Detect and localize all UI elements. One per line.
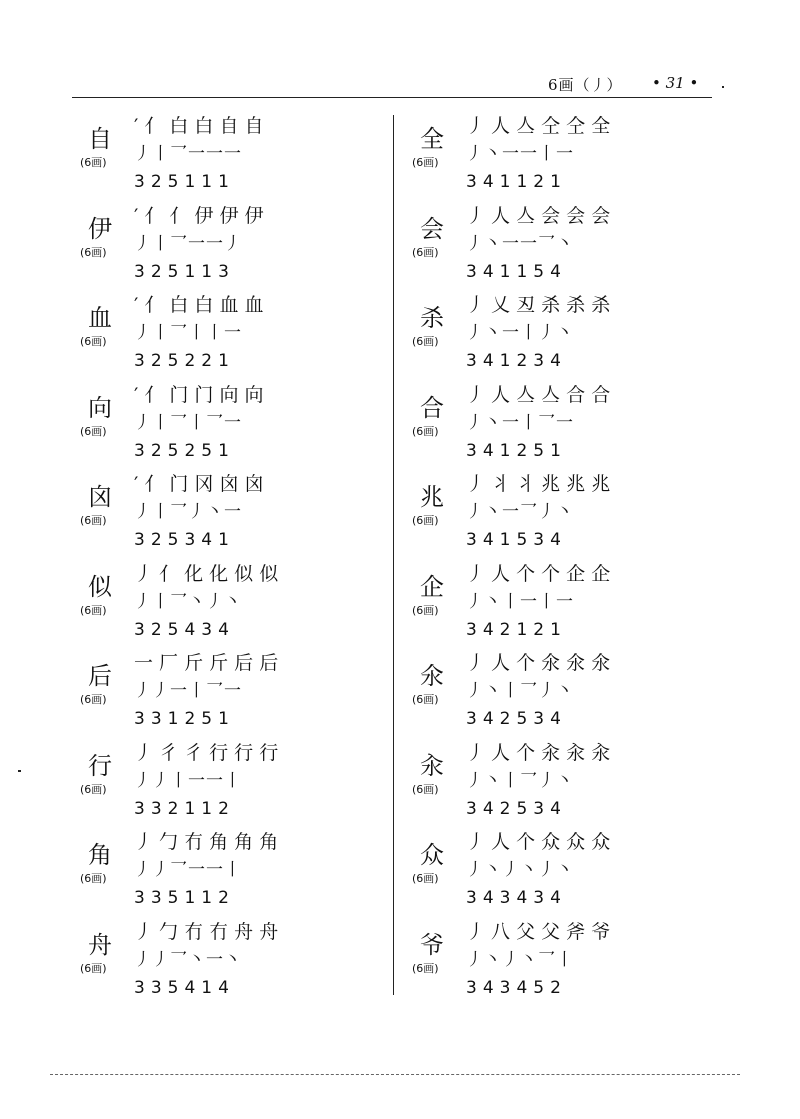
stroke-shapes: 丿丨乛丿丶一 xyxy=(134,502,242,522)
stroke-shapes: 丿丶丿丶乛丨 xyxy=(466,949,574,970)
stroke-progression: 丿 人 亼 会 会 会 xyxy=(466,204,611,227)
stroke-count-label: (6画) xyxy=(412,245,439,259)
headword-character: 兆 xyxy=(420,483,444,511)
stroke-order-block xyxy=(466,112,610,196)
character-entry xyxy=(80,381,400,471)
character-entry xyxy=(80,470,400,560)
headword-character: 角 xyxy=(88,841,112,869)
headword-character: 行 xyxy=(88,751,112,780)
headword-character: 舟 xyxy=(88,930,112,959)
character-entry xyxy=(412,291,732,381)
headword-character: 全 xyxy=(420,125,444,153)
scan-speck xyxy=(18,770,21,772)
headword-character: 向 xyxy=(88,393,112,422)
stroke-order-block xyxy=(466,739,610,823)
stroke-codes: 343434 xyxy=(466,888,567,908)
character-entry xyxy=(80,739,400,829)
stroke-progression: 丿 八 父 父 斧 爷 xyxy=(466,920,611,943)
stroke-shapes: 丿丶一丨丿丶 xyxy=(466,323,574,343)
stroke-order-block xyxy=(134,739,278,823)
headword-character: 自 xyxy=(88,125,112,153)
stroke-codes: 342534 xyxy=(466,709,567,729)
header-rule xyxy=(72,97,712,98)
character-entry xyxy=(412,560,732,650)
footer-rule xyxy=(50,1074,740,1075)
stroke-order-block xyxy=(466,470,610,554)
headword-character: 杀 xyxy=(420,304,444,332)
stroke-codes: 332112 xyxy=(134,798,235,819)
stroke-shapes: 丿丶丨乛丿丶 xyxy=(466,770,574,791)
character-entry xyxy=(80,202,400,292)
character-entry xyxy=(412,918,732,1008)
stroke-count-label: (6画) xyxy=(412,424,439,438)
character-entry xyxy=(80,112,400,202)
stroke-shapes: 丿丨乛一一丿 xyxy=(134,233,242,254)
stroke-count-label: (6画) xyxy=(80,335,107,348)
stroke-shapes: 丿丨乛丶丿丶 xyxy=(134,591,242,612)
stroke-shapes: 丿丶一一乛丶 xyxy=(466,233,574,254)
stroke-shapes: 丿丿乛一一丨 xyxy=(134,860,242,880)
stroke-progression: 一 厂 斤 斤 后 后 xyxy=(134,652,279,674)
stroke-order-block xyxy=(134,291,264,375)
character-entry xyxy=(412,381,732,471)
stroke-progression: 丿 勹 冇 冇 舟 舟 xyxy=(134,920,279,943)
stroke-count-label: (6画) xyxy=(412,335,439,348)
headword-character: 伊 xyxy=(88,214,112,243)
headword-character: 汆 xyxy=(420,751,444,780)
stroke-shapes: 丿丶丨一丨一 xyxy=(466,591,574,612)
stroke-progression: 丿 人 个 汆 汆 汆 xyxy=(466,741,611,764)
stroke-shapes: 丿丶一乛丿丶 xyxy=(466,502,574,522)
stroke-codes: 342121 xyxy=(466,619,567,640)
stroke-shapes: 丿丶一一丨一 xyxy=(466,144,574,164)
right-column xyxy=(412,112,732,1007)
stroke-shapes: 丿丿乛丶一丶 xyxy=(134,949,242,970)
stroke-codes: 335414 xyxy=(134,977,235,998)
stroke-codes: 343452 xyxy=(466,977,567,998)
stroke-progression: 丿 人 个 个 企 企 xyxy=(466,562,611,585)
stroke-progression: 丿 亻 化 化 似 似 xyxy=(134,562,279,585)
page-header xyxy=(72,70,712,98)
stroke-count-label: (6画) xyxy=(80,245,107,259)
stroke-shapes: 丿丿丨一一丨 xyxy=(134,770,242,791)
headword-character: 会 xyxy=(420,214,444,243)
stroke-shapes: 丿丨乛一一一 xyxy=(134,144,242,164)
character-entry xyxy=(80,918,400,1008)
stroke-count-label: (6画) xyxy=(80,693,107,706)
stroke-shapes: 丿丶丿丶丿丶 xyxy=(466,860,574,880)
stroke-count-label: (6画) xyxy=(412,603,439,617)
stroke-progression: 丿 勹 冇 角 角 角 xyxy=(134,831,279,853)
headword-character: 氽 xyxy=(420,662,444,690)
stroke-order-block xyxy=(134,649,278,733)
headword-character: 囟 xyxy=(88,483,112,511)
stroke-order-block xyxy=(134,112,264,196)
stroke-progression: ′ 亻 门 冈 囟 囟 xyxy=(134,473,264,495)
stroke-order-block xyxy=(466,381,610,465)
character-entry xyxy=(412,739,732,829)
stroke-count-label: (6画) xyxy=(412,872,439,885)
character-entry xyxy=(412,112,732,202)
stroke-order-block xyxy=(466,649,610,733)
stroke-codes: 325434 xyxy=(134,619,235,640)
stroke-count-label: (6画) xyxy=(80,156,107,169)
stroke-progression: 丿 人 亼 仝 仝 全 xyxy=(466,115,611,137)
stroke-codes: 341534 xyxy=(466,530,567,550)
stroke-codes: 341121 xyxy=(466,172,567,192)
stroke-order-block xyxy=(134,828,278,912)
stroke-progression: ′ 亻 门 门 向 向 xyxy=(134,383,264,406)
stroke-shapes: 丿丶丨乛丿丶 xyxy=(466,681,574,701)
section-title: 6画（丿） xyxy=(548,76,623,94)
stroke-count-label: (6画) xyxy=(80,424,107,438)
headword-character: 众 xyxy=(420,841,444,869)
stroke-shapes: 丿丿一丨乛一 xyxy=(134,681,242,701)
stroke-codes: 341251 xyxy=(466,440,567,461)
character-entry xyxy=(412,202,732,292)
stroke-progression: 丿 人 亼 亼 合 合 xyxy=(466,383,611,406)
character-entry xyxy=(80,828,400,918)
stroke-shapes: 丿丨乛丨乛一 xyxy=(134,412,242,433)
character-entry xyxy=(412,649,732,739)
stroke-order-block xyxy=(466,828,610,912)
character-entry xyxy=(412,828,732,918)
stroke-codes: 341234 xyxy=(466,351,567,371)
stroke-codes: 325113 xyxy=(134,261,235,282)
stroke-progression: 丿 乂 丒 杀 杀 杀 xyxy=(466,294,611,316)
headword-character: 似 xyxy=(88,572,112,601)
stroke-order-block xyxy=(134,470,264,554)
stroke-codes: 331251 xyxy=(134,709,235,729)
stroke-count-label: (6画) xyxy=(412,693,439,706)
stroke-count-label: (6画) xyxy=(412,961,439,975)
character-entry xyxy=(412,470,732,560)
stroke-codes: 325251 xyxy=(134,440,235,461)
stroke-order-block xyxy=(466,202,610,286)
stroke-progression: ′ 亻 亻 伊 伊 伊 xyxy=(134,204,264,227)
stroke-order-block xyxy=(134,560,278,644)
stroke-progression: 丿 人 个 氽 氽 氽 xyxy=(466,652,611,674)
character-entry xyxy=(80,291,400,381)
stroke-codes: 325221 xyxy=(134,351,235,371)
stroke-count-label: (6画) xyxy=(412,782,439,796)
page-number: • 31 • xyxy=(652,74,699,92)
scan-speck xyxy=(722,86,724,88)
stroke-progression: ′ 亻 白 白 自 自 xyxy=(134,115,264,137)
stroke-order-block xyxy=(466,291,610,375)
stroke-order-block xyxy=(134,918,278,1002)
stroke-progression: 丿 人 个 众 众 众 xyxy=(466,831,611,853)
stroke-shapes: 丿丶一丨乛一 xyxy=(466,412,574,433)
stroke-count-label: (6画) xyxy=(412,514,439,527)
headword-character: 血 xyxy=(88,304,112,332)
stroke-count-label: (6画) xyxy=(80,603,107,617)
stroke-progression: 丿 丬 丬 兆 兆 兆 xyxy=(466,473,611,495)
stroke-codes: 335112 xyxy=(134,888,235,908)
character-entry xyxy=(80,560,400,650)
left-column xyxy=(80,112,400,1007)
stroke-order-block xyxy=(134,202,264,286)
headword-character: 企 xyxy=(420,572,444,601)
stroke-codes: 325341 xyxy=(134,530,235,550)
headword-character: 爷 xyxy=(420,930,444,959)
stroke-count-label: (6画) xyxy=(80,782,107,796)
stroke-count-label: (6画) xyxy=(80,872,107,885)
character-entry xyxy=(80,649,400,739)
stroke-codes: 341154 xyxy=(466,261,567,282)
headword-character: 合 xyxy=(420,393,444,422)
stroke-codes: 325111 xyxy=(134,172,235,192)
stroke-count-label: (6画) xyxy=(80,514,107,527)
stroke-count-label: (6画) xyxy=(412,156,439,169)
stroke-progression: ′ 亻 白 白 血 血 xyxy=(134,294,264,316)
stroke-shapes: 丿丨乛丨丨一 xyxy=(134,323,242,343)
stroke-progression: 丿 彳 彳 行 行 行 xyxy=(134,741,279,764)
stroke-order-block xyxy=(466,918,610,1002)
stroke-codes: 342534 xyxy=(466,798,567,819)
stroke-order-block xyxy=(134,381,264,465)
stroke-count-label: (6画) xyxy=(80,961,107,975)
stroke-order-block xyxy=(466,560,610,644)
headword-character: 后 xyxy=(88,662,112,690)
